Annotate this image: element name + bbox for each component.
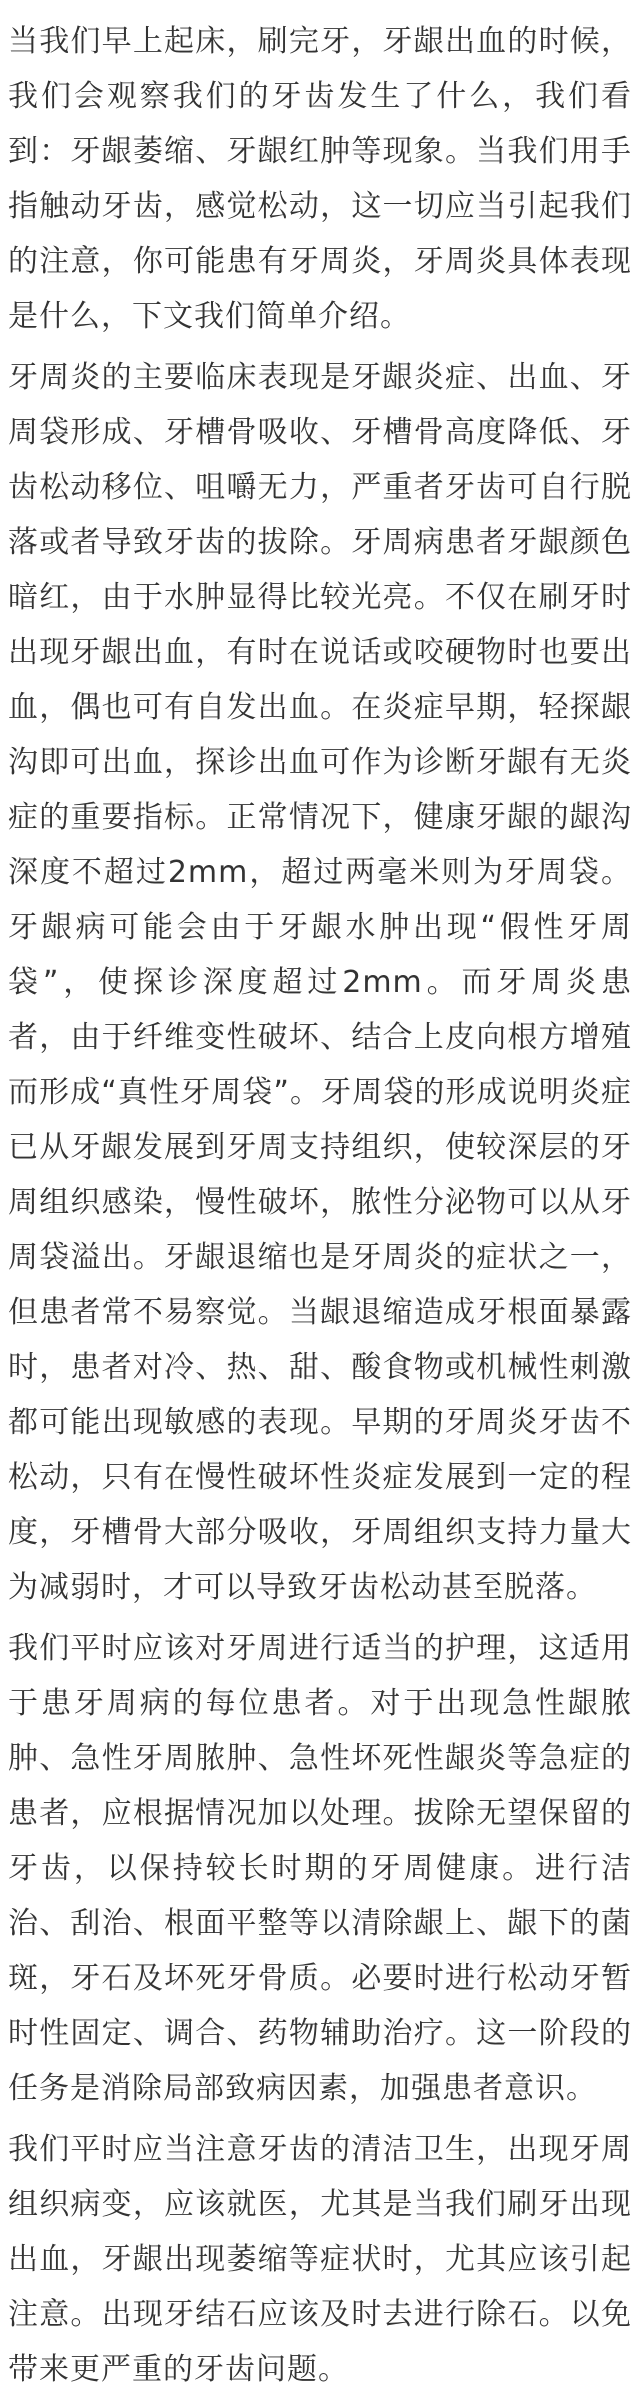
article-paragraph-hygiene: 我们平时应当注意牙齿的清洁卫生，出现牙周组织病变，应该就医，尤其是当我们刷牙出现出血，牙龈出现萎缩等症状时，尤其应该引起注意。出现牙结石应该及时去进行除石。以免带来更严重的牙齿问题。 [8, 2132, 632, 2387]
article-paragraph-care: 我们平时应该对牙周进行适当的护理，这适用于患牙周病的每位患者。对于出现急性龈脓肿、急性牙周脓肿、急性坏死性龈炎等急症的患者，应根据情况加以处理。拔除无望保留的牙齿，以保持较长时期的牙周健康。进行洁治、刮治、根面平整等以清除龈上、龈下的菌斑，牙石及坏死牙骨质。必要时进行松动牙暂时性固定、调合、药物辅助治疗。这一阶段的任务是消除局部致病因素，加强患者意识。 [8, 1631, 632, 2106]
article-paragraph-symptoms: 牙周炎的主要临床表现是牙龈炎症、出血、牙周袋形成、牙槽骨吸收、牙槽骨高度降低、牙齿松动移位、咀嚼无力，严重者牙齿可自行脱落或者导致牙齿的拔除。牙周病患者牙龈颜色暗红，由于水肿显得比较光亮。不仅在刷牙时出现牙龈出血，有时在说话或咬硬物时也要出血，偶也可有自发出血。在炎症早期，轻探龈沟即可出血，探诊出血可作为诊断牙龈有无炎症的重要指标。正常情况下，健康牙龈的龈沟深度不超过2mm，超过两毫米则为牙周袋。牙龈病可能会由于牙龈水肿出现“假性牙周袋”，使探诊深度超过2mm。而牙周炎患者，由于纤维变性破坏、结合上皮向根方增殖而形成“真性牙周袋”。牙周袋的形成说明炎症已从牙龈发展到牙周支持组织，使较深层的牙周组织感染，慢性破坏，脓性分泌物可以从牙周袋溢出。牙龈退缩也是牙周炎的症状之一，但患者常不易察觉。当龈退缩造成牙根面暴露时，患者对冷、热、甜、酸食物或机械性刺激都可能出现敏感的表现。早期的牙周炎牙齿不松动，只有在慢性破坏性炎症发展到一定的程度，牙槽骨大部分吸收，牙周组织支持力量大为减弱时，才可以导致牙齿松动甚至脱落。 [8, 360, 632, 1605]
article-paragraph-intro: 当我们早上起床，刷完牙，牙龈出血的时候，我们会观察我们的牙齿发生了什么，我们看到：牙龈萎缩、牙龈红肿等现象。当我们用手指触动牙齿，感觉松动，这一切应当引起我们的注意，你可能患有牙周炎，牙周炎具体表现是什么，下文我们简单介绍。 [8, 24, 632, 334]
